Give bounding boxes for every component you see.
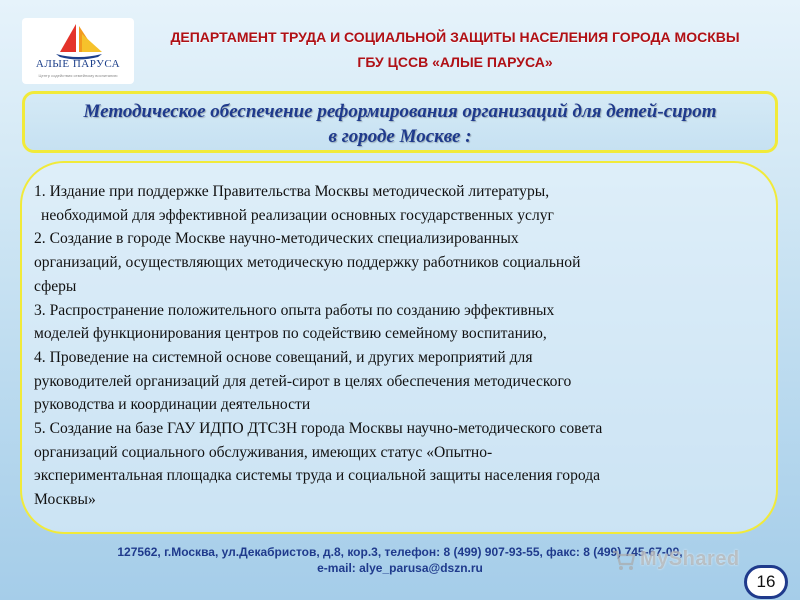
- footer-address: 127562, г.Москва, ул.Декабристов, д.8, кор.3, телефон: 8 (499) 907-93-55, факс: 8 (499) 745-67-09,: [117, 545, 683, 559]
- content-line: организаций социального обслуживания, имеющих статус «Опытно-: [34, 443, 493, 461]
- content-line: моделей функционирования центров по содействию семейному воспитанию,: [34, 325, 547, 343]
- content-line: экспериментальная площадка системы труда и социальной защиты населения города: [34, 467, 601, 485]
- slide-title-line-1: Методическое обеспечение реформирования организаций для детей-сирот: [83, 101, 717, 122]
- logo: [22, 18, 134, 84]
- content-line: 4. Проведение на системной основе совещаний, и других мероприятий для: [34, 348, 533, 366]
- cart-icon: [612, 549, 636, 571]
- logo-name: АЛЫЕ ПАРУСА: [35, 58, 121, 70]
- watermark-text: MyShared: [640, 548, 740, 570]
- content-line: 5. Создание на базе ГАУ ИДПО ДТСЗН города Москвы научно-методического совета: [34, 420, 603, 438]
- content-line: 2. Создание в городе Москве научно-методических специализированных: [34, 230, 519, 248]
- organization-heading: ГБУ ЦССВ «АЛЫЕ ПАРУСА»: [357, 54, 553, 70]
- content-line: сферы: [34, 277, 77, 295]
- logo-tagline: Центр содействия семейному воспитанию: [38, 73, 118, 78]
- footer-email: e-mail: alye_parusa@dszn.ru: [317, 561, 483, 575]
- content-line: необходимой для эффективной реализации основных государственных услуг: [41, 206, 554, 224]
- content-line: 3. Распространение положительного опыта работы по созданию эффективных: [34, 301, 555, 319]
- content-list: [34, 180, 770, 512]
- page-number-badge: 16: [744, 565, 788, 599]
- content-line: руководителей организаций для детей-сирот в целях обеспечения методического: [34, 372, 572, 390]
- content-line: 1. Издание при поддержке Правительства Москвы методической литературы,: [34, 183, 550, 200]
- slide-title-line-2: в городе Москве :: [328, 126, 472, 147]
- content-line: Москвы»: [34, 491, 96, 509]
- department-heading: ДЕПАРТАМЕНТ ТРУДА И СОЦИАЛЬНОЙ ЗАЩИТЫ НАСЕЛЕНИЯ ГОРОДА МОСКВЫ: [170, 29, 740, 45]
- content-line: руководства и координации деятельности: [34, 396, 311, 414]
- slide-title-box: [22, 91, 778, 153]
- sails-logo-icon: [52, 22, 104, 60]
- content-line: организаций, осуществляющих методическую поддержку работников социальной: [34, 254, 581, 272]
